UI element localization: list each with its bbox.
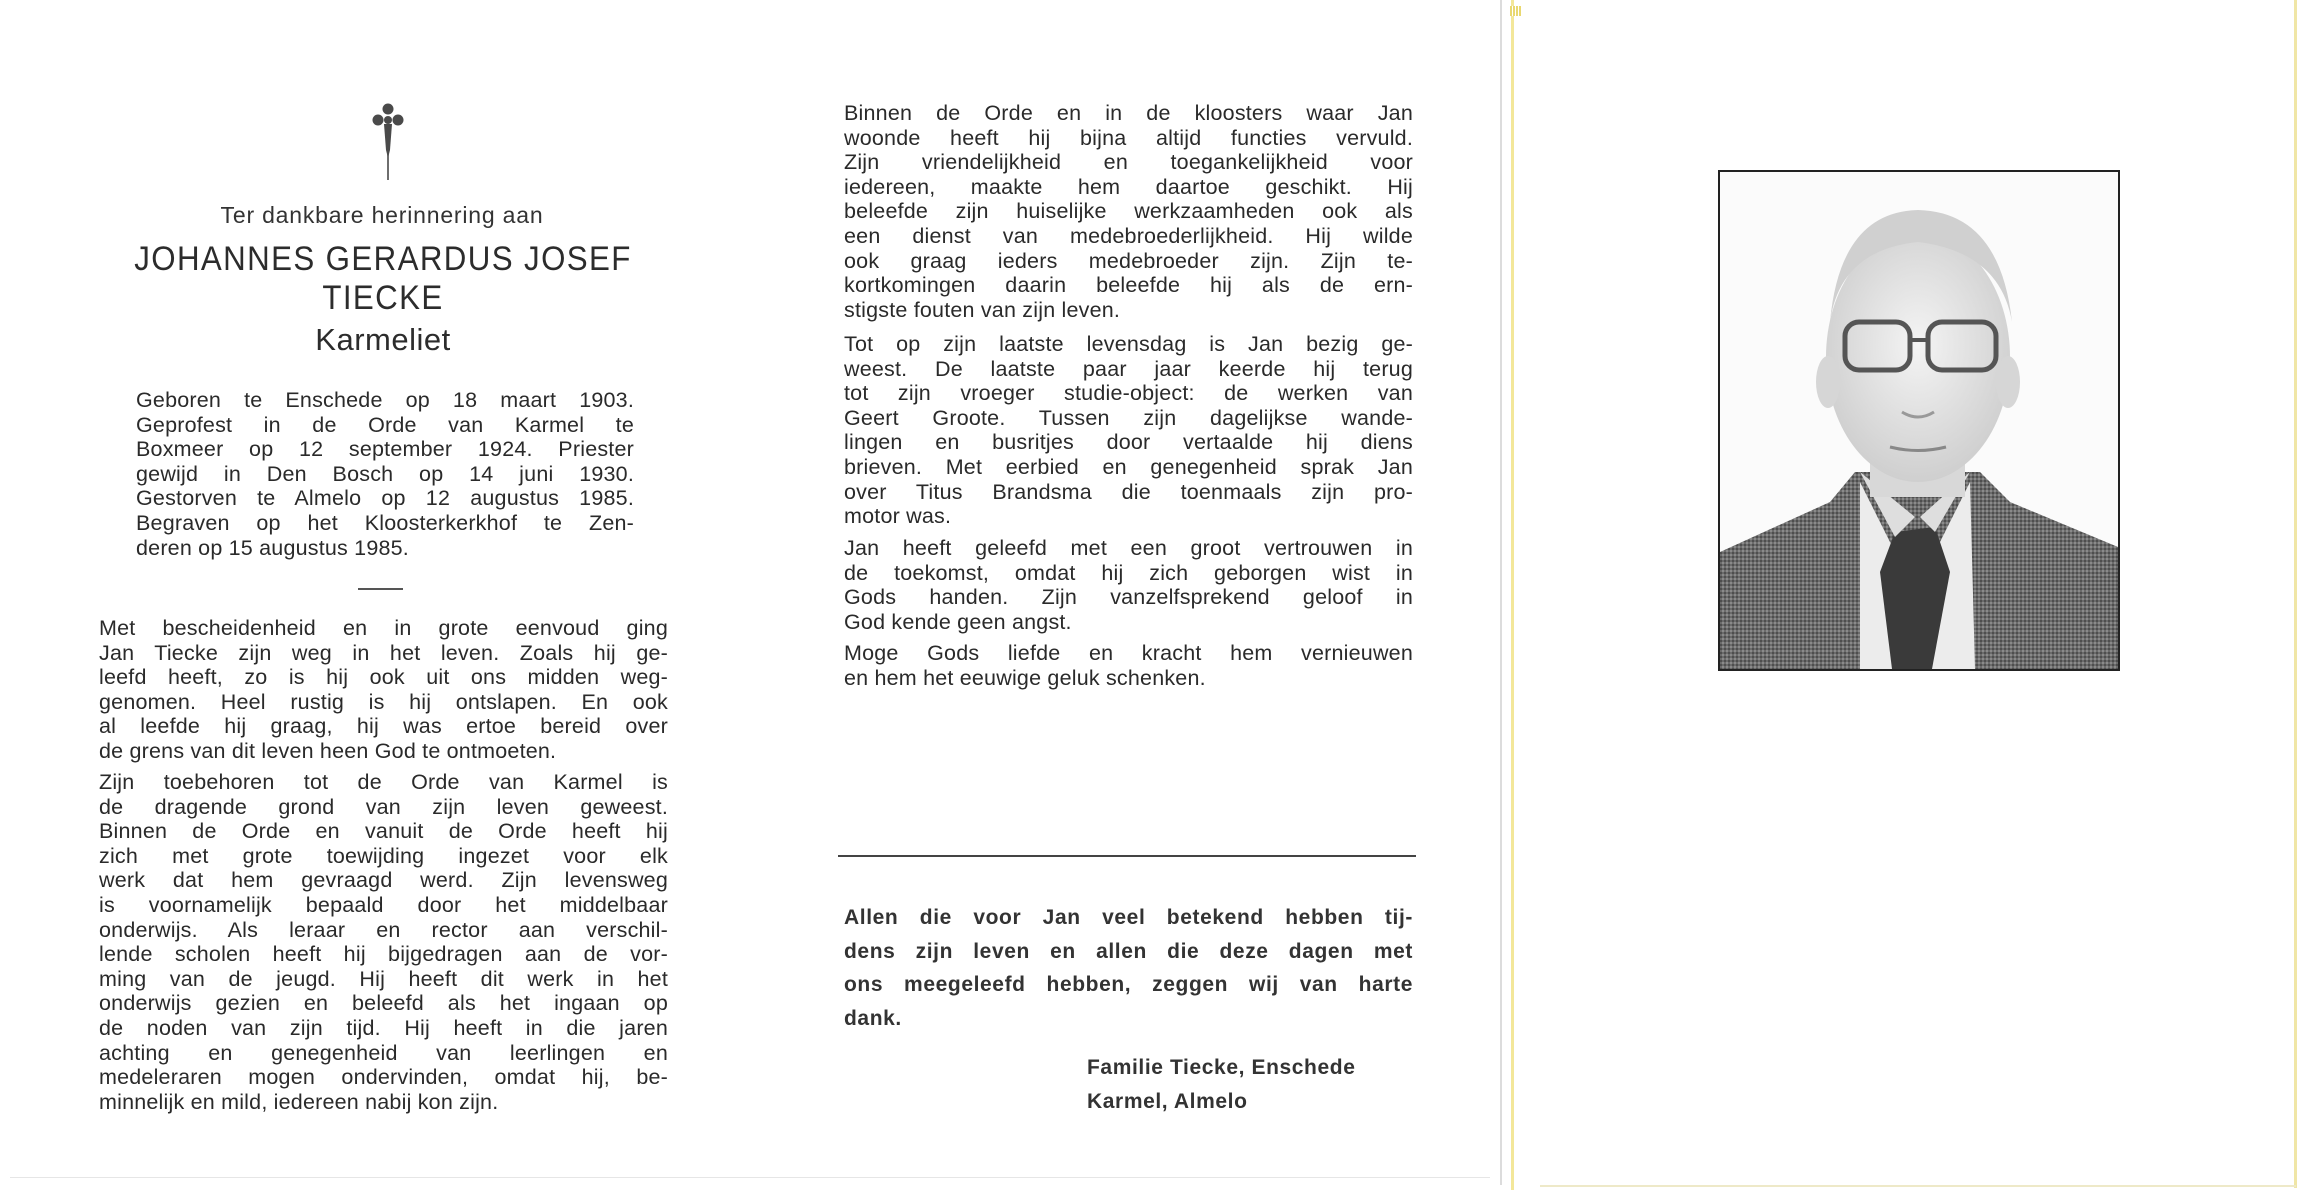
text-line: leefd heeft, zo is hij ook uit ons midden weg-: [99, 665, 668, 690]
text-line: Moge Gods liefde en kracht hem vernieuwen: [844, 641, 1413, 665]
text-line: kortkomingen daarin beleefde hij als de ern-: [844, 273, 1413, 298]
text-line: de grens van dit leven heen God te ontmoeten.: [99, 738, 557, 763]
text-line: onderwijs gezien en beleefd als het ingaan op: [99, 991, 668, 1016]
horizontal-rule: [838, 855, 1416, 857]
deceased-name: JOHANNES GERARDUS JOSEF: [134, 240, 632, 278]
thanks-line: ons meegeleefd hebben, zeggen wij van harte: [844, 973, 1413, 997]
text-line: werk dat hem gevraagd werd. Zijn levensweg: [99, 868, 668, 893]
text-line: minnelijk en mild, iedereen nabij kon zijn.: [99, 1089, 499, 1114]
text-line: lende scholen heeft hij bijgedragen aan de vor-: [99, 942, 668, 967]
middle-paragraph-1: [844, 101, 1413, 322]
text-line: beleefde zijn huiselijke werkzaamheden ook als: [844, 199, 1413, 224]
text-line: een dienst van medebroederlijkheid. Hij wilde: [844, 223, 1413, 248]
text-line: Geert Groote. Tussen zijn dagelijkse wande-: [844, 405, 1413, 430]
text-line: Binnen de Orde en vanuit de Orde heeft hij: [99, 819, 668, 844]
text-line: Jan Tiecke zijn weg in het leven. Zoals hij ge-: [99, 640, 668, 665]
left-paragraph-2: [99, 770, 668, 1114]
middle-paragraph-4: [844, 641, 1413, 690]
text-line: zich met grote toewijding ingezet voor elk: [99, 843, 668, 868]
bio-line: Geboren te Enschede op 18 maart 1903.: [136, 388, 634, 412]
thanks-line: dank.: [844, 1006, 902, 1030]
text-line: woonde heeft hij bijna altijd functies vervuld.: [844, 125, 1413, 150]
text-line: over Titus Brandsma die toenmaals zijn pro-: [844, 479, 1413, 504]
text-line: ming van de jeugd. Hij heeft dit werk in het: [99, 966, 668, 991]
text-line: iedereen, maakte hem daartoe geschikt. Hij: [844, 174, 1413, 199]
text-line: tot zijn vroeger studie-object: de werken van: [844, 381, 1413, 406]
bio-line: Boxmeer op 12 september 1924. Priester: [136, 437, 634, 462]
text-line: weest. De laatste paar jaar keerde hij terug: [844, 356, 1413, 381]
signature-line-2: Karmel, Almelo: [1087, 1090, 1248, 1113]
text-line: medeleraren mogen ondervinden, omdat hij, be-: [99, 1065, 668, 1090]
text-line: stigste fouten van zijn leven.: [844, 297, 1121, 322]
fold-line-gray: [1500, 0, 1502, 1185]
text-line: is voornamelijk bepaald door het middelbaar: [99, 892, 668, 917]
intro-text: Ter dankbare herinnering aan: [220, 202, 544, 228]
text-line: motor was.: [844, 504, 952, 529]
text-line: genomen. Heel rustig is hij ontslapen. En ook: [99, 689, 668, 714]
thanks-line: Allen die voor Jan veel betekend hebben tij-: [844, 906, 1413, 929]
text-line: Zijn vriendelijkheid en toegankelijkheid voor: [844, 150, 1413, 175]
scan-edge-bottom: [10, 1177, 1490, 1178]
fold-line-yellow: [1511, 0, 1514, 1190]
left-paragraph-1: [99, 616, 668, 764]
middle-paragraph-2: [844, 332, 1413, 529]
bio-line: deren op 15 augustus 1985.: [136, 535, 409, 560]
bio-line: Geprofest in de Orde van Karmel te: [136, 412, 634, 437]
bio-line: Gestorven te Almelo op 12 augustus 1985.: [136, 486, 634, 511]
thanks-message: [844, 901, 1413, 1035]
text-line: onderwijs. Als leraar en rector aan verschil-: [99, 917, 668, 942]
religious-title: Karmeliet: [315, 322, 451, 357]
text-line: Tot op zijn laatste levensdag is Jan bezig ge-: [844, 332, 1413, 356]
text-line: brieven. Met eerbied en genegenheid sprak Jan: [844, 454, 1413, 479]
text-line: de noden van zijn tijd. Hij heeft in die jaren: [99, 1015, 668, 1040]
signature-line-1: Familie Tiecke, Enschede: [1087, 1056, 1356, 1079]
biography-dates: [136, 388, 634, 560]
text-line: Met bescheidenheid en in grote eenvoud ging: [99, 616, 668, 640]
right-panel-border-right: [2294, 0, 2297, 1188]
fold-mark: [1510, 6, 1522, 16]
portrait-photo: [1718, 170, 2120, 671]
text-line: al leefde hij graag, hij was ertoe bereid over: [99, 714, 668, 739]
cross-icon: [371, 102, 405, 182]
text-line: Zijn toebehoren tot de Orde van Karmel is: [99, 770, 668, 794]
text-line: Binnen de Orde en in de kloosters waar Jan: [844, 101, 1413, 125]
divider-dash: [358, 588, 403, 590]
deceased-surname: TIECKE: [322, 279, 444, 317]
thanks-line: dens zijn leven en allen die deze dagen met: [844, 939, 1413, 963]
text-line: God kende geen angst.: [844, 609, 1072, 634]
bio-line: Begraven op het Kloosterkerkhof te Zen-: [136, 510, 634, 535]
text-line: Gods handen. Zijn vanzelfsprekend geloof in: [844, 585, 1413, 610]
text-line: lingen en busritjes door vertaalde hij diens: [844, 430, 1413, 455]
text-line: achting en genegenheid van leerlingen en: [99, 1040, 668, 1065]
right-panel-border-bottom: [1540, 1185, 2296, 1187]
signature: [1087, 1051, 1355, 1119]
text-line: en hem het eeuwige geluk schenken.: [844, 665, 1206, 690]
bio-line: gewijd in Den Bosch op 14 juni 1930.: [136, 461, 634, 486]
text-line: de dragende grond van zijn leven geweest.: [99, 794, 668, 819]
text-line: ook graag ieders medebroeder zijn. Zijn te-: [844, 248, 1413, 273]
text-line: de toekomst, omdat hij zich geborgen wist in: [844, 560, 1413, 585]
middle-paragraph-3: [844, 536, 1413, 634]
text-line: Jan heeft geleefd met een groot vertrouwen in: [844, 536, 1413, 560]
